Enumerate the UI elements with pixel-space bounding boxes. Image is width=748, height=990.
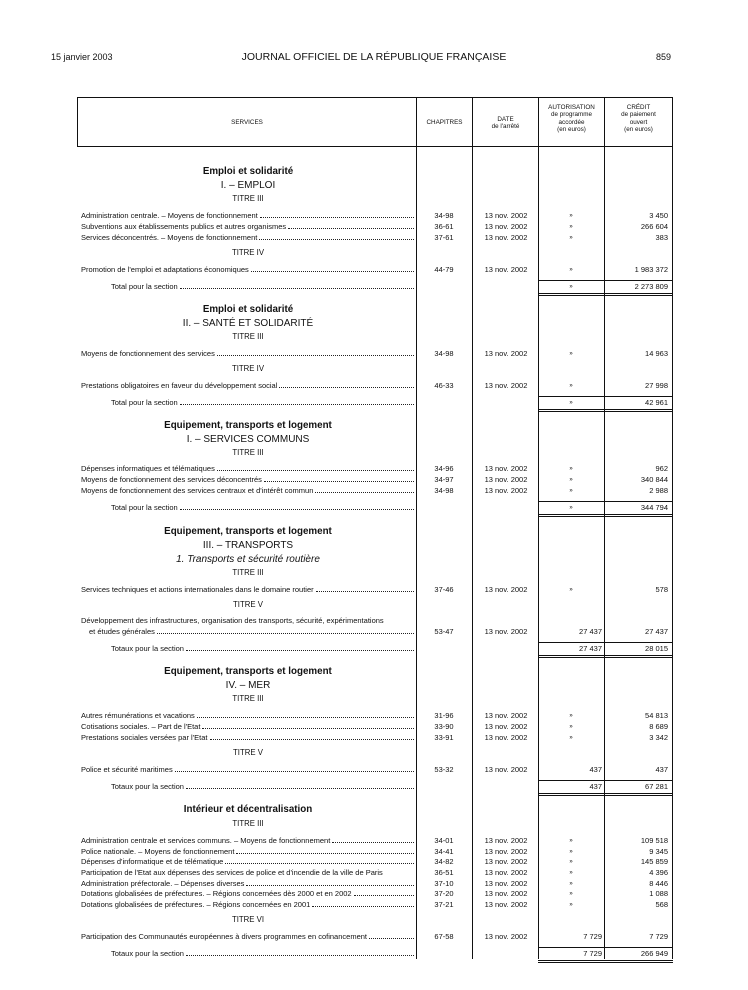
leader-dots [202,722,414,729]
col-header-chapitres: CHAPITRES [426,119,463,127]
leader-dots [259,233,414,240]
date-cell: 13 nov. 2002 [484,233,528,242]
row-label [81,932,415,942]
leader-dots [369,932,414,939]
date-cell: 13 nov. 2002 [484,486,528,495]
row-label [111,644,415,654]
chapitre-cell: 37-21 [434,900,454,909]
row-label-text: Subventions aux établissements publics et autres organismes [81,222,287,231]
row-label [111,398,415,408]
section-total-row [0,949,748,960]
chapitre-cell: 53-32 [434,765,454,774]
table-row [0,211,748,222]
leader-dots [246,879,414,886]
credit-cell: 67 281 [645,782,668,791]
autorisation-cell: » [569,902,573,908]
section-heading: III. – TRANSPORTS [202,540,294,551]
table-row [0,868,748,879]
row-label-text: Cotisations sociales. – Part de l'Etat [81,722,201,731]
chapitre-cell: 34-82 [434,857,454,866]
table-row [0,486,748,497]
total-rule-bottom [538,409,673,410]
table-row [0,722,748,733]
leader-dots [210,733,415,740]
row-label [81,847,415,857]
row-label [81,585,415,595]
credit-cell: 8 689 [649,722,668,731]
chapitre-cell: 44-79 [434,265,454,274]
date-cell: 13 nov. 2002 [484,879,528,888]
credit-cell: 3 450 [649,211,668,220]
row-label-text: Prestations sociales versées par l'Etat [81,733,208,742]
total-rule-top [538,501,673,502]
autorisation-cell: 7 729 [583,932,602,941]
chapitre-cell: 53-47 [434,627,454,636]
row-label [81,475,415,485]
autorisation-cell: » [569,505,573,511]
row-label [81,879,415,889]
credit-cell: 7 729 [649,932,668,941]
row-label-text: Total pour la section [111,282,178,291]
leader-dots [180,282,414,289]
credit-cell: 14 963 [645,349,668,358]
row-label-text: Administration centrale. – Moyens de fonctionnement [81,211,258,220]
date-cell: 13 nov. 2002 [484,211,528,220]
autorisation-cell: » [569,838,573,844]
autorisation-cell: 437 [589,782,602,791]
leader-dots [186,644,414,651]
section-heading: Intérieur et décentralisation [183,804,313,815]
credit-cell: 344 794 [640,503,668,512]
leader-dots [175,765,414,772]
row-label [81,211,415,221]
leader-dots [225,857,414,864]
row-label [81,233,415,243]
row-label [81,381,415,391]
section-heading: II. – SANTÉ ET SOLIDARITÉ [182,318,314,329]
row-label-text: Services techniques et actions internationales dans le domaine routier [81,585,314,594]
table-row [0,836,748,847]
date-cell: 13 nov. 2002 [484,836,528,845]
section-heading: TITRE VI [231,915,265,924]
leader-dots [217,464,414,471]
credit-cell: 266 604 [640,222,668,231]
credit-cell: 4 396 [649,868,668,877]
row-label-text: et études générales [89,627,155,636]
total-rule-top [538,396,673,397]
chapitre-cell: 37-61 [434,233,454,242]
autorisation-cell: » [569,870,573,876]
leader-dots [236,847,414,854]
autorisation-cell: » [569,477,573,483]
row-label-text: Participation des Communautés européennes à divers programmes en cofinancement [81,932,367,941]
section-heading: TITRE III [232,819,264,828]
row-label-text: Dotations globalisées de préfectures. – Régions concernées en 2001 [81,900,311,909]
autorisation-cell: 27 437 [579,627,602,636]
table-row [0,765,748,776]
total-rule-bottom [538,295,673,296]
table-row [0,711,748,722]
section-heading: Equipement, transports et logement [164,420,332,431]
row-label [81,868,415,878]
section-total-row [0,782,748,793]
total-rule-bottom [538,657,673,658]
chapitre-cell: 34-98 [434,486,454,495]
table-row [0,889,748,900]
total-rule-bottom [538,655,673,656]
leader-dots [180,503,414,510]
chapitre-cell: 33-90 [434,722,454,731]
row-label-text: Services déconcentrés. – Moyens de fonctionnement [81,233,258,242]
table-row [0,265,748,276]
journal-title: JOURNAL OFFICIEL DE LA RÉPUBLIQUE FRANÇAISE [241,51,507,63]
date-cell: 13 nov. 2002 [484,381,528,390]
credit-cell: 266 949 [640,949,668,958]
section-heading: Equipement, transports et logement [164,666,332,677]
row-label-text: Prestations obligatoires en faveur du développement social [81,381,278,390]
leader-dots [354,889,414,896]
chapitre-cell: 34-98 [434,349,454,358]
chapitre-cell: 37-20 [434,889,454,898]
col-header-services: SERVICES [231,119,263,127]
col-header-autorisation: AUTORISATION de programme accordée (en euros) [548,104,595,134]
credit-cell: 28 015 [645,644,668,653]
row-label [81,733,415,743]
autorisation-cell: » [569,383,573,389]
section-heading: Equipement, transports et logement [164,526,332,537]
autorisation-cell: » [569,587,573,593]
total-rule-top [538,642,673,643]
credit-cell: 437 [655,765,668,774]
leader-dots [251,265,414,272]
autorisation-cell: » [569,891,573,897]
leader-dots [260,211,414,218]
section-heading: TITRE IV [231,248,265,257]
row-label [89,627,415,637]
chapitre-cell: 34-41 [434,847,454,856]
section-total-row [0,282,748,293]
row-label [111,782,415,792]
autorisation-cell: » [569,488,573,494]
row-label-line1: Développement des infrastructures, organisation des transports, sécurité, expérimentations [81,616,384,625]
date-cell: 13 nov. 2002 [484,711,528,720]
date-cell: 13 nov. 2002 [484,900,528,909]
row-label-text: Autres rémunérations et vacations [81,711,195,720]
section-heading: I. – SERVICES COMMUNS [186,434,310,445]
section-heading: TITRE III [232,194,264,203]
credit-cell: 8 446 [649,879,668,888]
credit-cell: 54 813 [645,711,668,720]
table-row [0,900,748,911]
date-cell: 13 nov. 2002 [484,932,528,941]
chapitre-cell: 34-96 [434,464,454,473]
row-label-text: Dépenses d'informatique et de télématique [81,857,224,866]
row-label-text: Moyens de fonctionnement des services centraux et d'intérêt commun [81,486,314,495]
leader-dots [315,486,414,493]
total-rule-bottom [538,293,673,294]
credit-cell: 2 273 809 [634,282,668,291]
credit-cell: 145 859 [640,857,668,866]
autorisation-cell: » [569,849,573,855]
autorisation-cell: » [569,881,573,887]
date-cell: 13 nov. 2002 [484,222,528,231]
row-label [81,900,415,910]
leader-dots [180,398,414,405]
row-label-text: Totaux pour la section [111,782,184,791]
credit-cell: 3 342 [649,733,668,742]
row-label-text: Promotion de l'emploi et adaptations économiques [81,265,249,274]
autorisation-cell: » [569,284,573,290]
date-cell: 13 nov. 2002 [484,722,528,731]
row-label-text: Police nationale. – Moyens de fonctionnement [81,847,235,856]
date-cell: 13 nov. 2002 [484,857,528,866]
table-row [0,381,748,392]
date-cell: 13 nov. 2002 [484,765,528,774]
leader-dots [312,900,414,907]
autorisation-cell: » [569,400,573,406]
autorisation-cell: 437 [589,765,602,774]
autorisation-cell: » [569,466,573,472]
chapitre-cell: 36-61 [434,222,454,231]
page-number: 859 [655,52,671,62]
section-heading: Emploi et solidarité [202,304,294,315]
autorisation-cell: » [569,724,573,730]
chapitre-cell: 37-10 [434,879,454,888]
total-rule-bottom [538,793,673,794]
total-rule-top [538,280,673,281]
autorisation-cell: 27 437 [579,644,602,653]
row-label [81,722,415,732]
table-row [0,932,748,943]
credit-cell: 27 998 [645,381,668,390]
section-heading: Emploi et solidarité [202,166,294,177]
section-heading: TITRE V [233,600,263,609]
credit-cell: 962 [655,464,668,473]
leader-dots [316,585,414,592]
total-rule-bottom [538,795,673,796]
chapitre-cell: 36-51 [434,868,454,877]
date-cell: 13 nov. 2002 [484,847,528,856]
col-header-date: DATE de l'arrêté [491,115,520,130]
autorisation-cell: » [569,267,573,273]
leader-dots [197,711,414,718]
date-cell: 13 nov. 2002 [484,889,528,898]
row-label [81,711,415,721]
section-heading: I. – EMPLOI [220,180,276,191]
credit-cell: 9 345 [649,847,668,856]
autorisation-cell: 7 729 [583,949,602,958]
total-rule-bottom [538,516,673,517]
row-label [81,857,415,867]
date-cell: 13 nov. 2002 [484,464,528,473]
credit-cell: 109 518 [640,836,668,845]
row-label-text: Dépenses informatiques et télématiques [81,464,215,473]
row-label [81,765,415,775]
chapitre-cell: 34-97 [434,475,454,484]
leader-dots [217,349,414,356]
credit-cell: 340 844 [640,475,668,484]
total-rule-top [538,780,673,781]
credit-cell: 1 088 [649,889,668,898]
section-heading: TITRE III [232,448,264,457]
chapitre-cell: 34-98 [434,211,454,220]
date-cell: 13 nov. 2002 [484,349,528,358]
chapitre-cell: 31-96 [434,711,454,720]
row-label-text: Moyens de fonctionnement des services déconcentrés [81,475,262,484]
section-heading: TITRE V [233,748,263,757]
row-label [81,222,415,232]
row-label [81,464,415,474]
table-row [0,585,748,596]
col-header-credit: CRÉDIT de paiement ouvert (en euros) [621,104,656,134]
row-label-text: Dotations globalisées de préfectures. – Régions concernées dès 2000 et en 2002 [81,889,352,898]
row-label [81,486,415,496]
autorisation-cell: » [569,735,573,741]
date-cell: 13 nov. 2002 [484,265,528,274]
row-label-text: Participation de l'Etat aux dépenses des services de police et d'incendie de la ville de Paris [81,868,383,877]
total-rule-bottom [538,962,673,963]
chapitre-cell: 46-33 [434,381,454,390]
table-row [0,349,748,360]
section-heading: TITRE III [232,568,264,577]
date-cell: 13 nov. 2002 [484,733,528,742]
row-label [81,889,415,899]
autorisation-cell: » [569,224,573,230]
leader-dots [332,836,414,843]
section-heading: TITRE III [232,694,264,703]
credit-cell: 42 961 [645,398,668,407]
leader-dots [264,475,414,482]
credit-cell: 2 988 [649,486,668,495]
leader-dots [186,782,414,789]
chapitre-cell: 37-46 [434,585,454,594]
chapitre-cell: 34-01 [434,836,454,845]
date-cell: 13 nov. 2002 [484,627,528,636]
table-row [0,627,748,638]
table-row [0,233,748,244]
credit-cell: 1 983 372 [634,265,668,274]
total-rule-top [538,947,673,948]
section-heading: TITRE IV [231,364,265,373]
chapitre-cell: 67-58 [434,932,454,941]
autorisation-cell: » [569,713,573,719]
leader-dots [157,627,414,634]
row-label-text: Administration centrale et services communs. – Moyens de fonctionnement [81,836,331,845]
date-cell: 13 nov. 2002 [484,585,528,594]
row-label-text: Police et sécurité maritimes [81,765,173,774]
section-heading: 1. Transports et sécurité routière [176,554,320,565]
row-label [111,282,415,292]
credit-cell: 578 [655,585,668,594]
credit-cell: 383 [655,233,668,242]
table-row [0,464,748,475]
row-label-text: Total pour la section [111,398,178,407]
row-label-text: Totaux pour la section [111,644,184,653]
date-cell: 13 nov. 2002 [484,475,528,484]
section-total-row [0,398,748,409]
issue-date: 15 janvier 2003 [51,52,113,62]
total-rule-bottom [538,411,673,412]
section-heading: IV. – MER [225,680,271,691]
table-row [0,475,748,486]
row-label [81,349,415,359]
row-label [111,949,415,959]
row-label [81,836,415,846]
section-total-row [0,644,748,655]
section-total-row [0,503,748,514]
row-label-text: Total pour la section [111,503,178,512]
row-label [81,265,415,275]
total-rule-bottom [538,960,673,961]
total-rule-bottom [538,514,673,515]
table-row [0,222,748,233]
table-row [0,857,748,868]
credit-cell: 568 [655,900,668,909]
chapitre-cell: 33-91 [434,733,454,742]
leader-dots [279,381,414,388]
leader-dots [288,222,414,229]
row-label-text: Totaux pour la section [111,949,184,958]
table-row [0,733,748,744]
row-label [111,503,415,513]
autorisation-cell: » [569,859,573,865]
autorisation-cell: » [569,213,573,219]
credit-cell: 27 437 [645,627,668,636]
section-heading: TITRE III [232,332,264,341]
date-cell: 13 nov. 2002 [484,868,528,877]
autorisation-cell: » [569,235,573,241]
row-label-text: Administration préfectorale. – Dépenses diverses [81,879,245,888]
leader-dots [186,949,414,956]
row-label-text: Moyens de fonctionnement des services [81,349,215,358]
autorisation-cell: » [569,351,573,357]
